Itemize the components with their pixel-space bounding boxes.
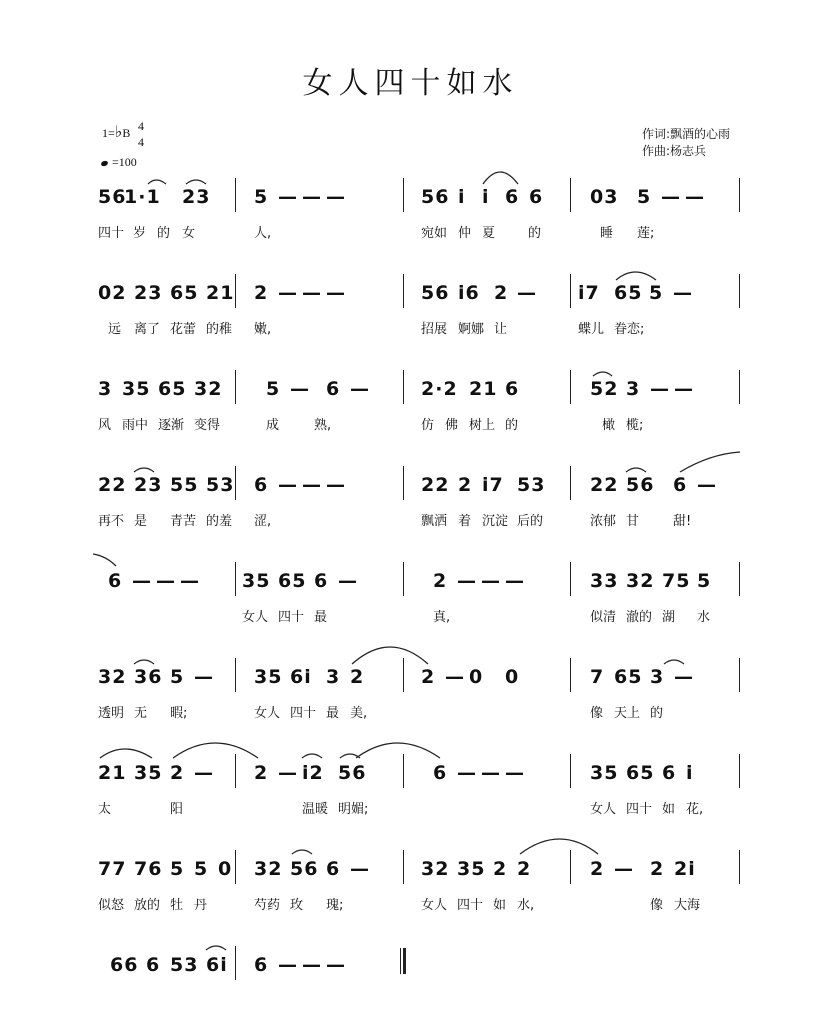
note: 6 — [254, 954, 269, 976]
note: 65 — [158, 378, 187, 400]
lyric: 湖 — [662, 610, 676, 625]
score-row — [0, 754, 821, 834]
lyric: 蝶儿 — [578, 322, 605, 337]
lyric: 花蕾 — [170, 322, 197, 337]
dash: — — [302, 186, 321, 208]
lyric: 无 — [134, 706, 148, 721]
barline — [570, 562, 571, 596]
barline — [403, 178, 404, 212]
dash: — — [302, 474, 321, 496]
lyric: 似清 — [590, 610, 617, 625]
barline — [235, 946, 236, 980]
lyric: 大海 — [674, 898, 701, 913]
note: 56 — [290, 858, 319, 880]
note: 65 — [614, 666, 643, 688]
note: 6 — [433, 762, 448, 784]
lyric: 美, — [350, 706, 368, 721]
lyric: 像 — [590, 706, 604, 721]
barline — [739, 562, 740, 596]
barline — [570, 274, 571, 308]
dash: — — [338, 570, 357, 592]
barline — [403, 274, 404, 308]
lyric: 涩, — [254, 514, 272, 529]
quarter-note-icon — [100, 160, 108, 167]
barline — [570, 658, 571, 692]
barline — [739, 850, 740, 884]
lyric: 眷恋; — [614, 322, 645, 337]
score-row — [0, 850, 821, 930]
lyric: 甘 — [626, 514, 640, 529]
note: 23 — [134, 474, 163, 496]
barline — [739, 178, 740, 212]
lyric: 四十 — [626, 802, 653, 817]
barline — [570, 370, 571, 404]
lyric: 似怒 — [98, 898, 125, 913]
lyric: 熟, — [314, 418, 332, 433]
lyric: 让 — [494, 322, 508, 337]
note: 32 — [421, 858, 450, 880]
barline — [403, 370, 404, 404]
note: 35 — [242, 570, 271, 592]
note: 56 — [338, 762, 367, 784]
note: 32 — [98, 666, 127, 688]
note: 23 — [134, 282, 163, 304]
dash: — — [674, 378, 693, 400]
note: 22 — [98, 474, 127, 496]
lyric: 暇; — [170, 706, 188, 721]
lyric: 的 — [650, 706, 664, 721]
lyric: 的 — [528, 226, 542, 241]
barline — [403, 658, 404, 692]
note: 35 — [590, 762, 619, 784]
lyric: 如 — [662, 802, 676, 817]
lyric: 花, — [686, 802, 704, 817]
note: 7 — [590, 666, 605, 688]
note: 53 — [206, 474, 235, 496]
dash: — — [481, 570, 500, 592]
lyric: 女人 — [242, 610, 269, 625]
time-signature: 4 4 — [138, 119, 144, 149]
lyric: 太 — [98, 802, 112, 817]
note: 65 — [170, 282, 199, 304]
barline — [739, 754, 740, 788]
note: 65 — [626, 762, 655, 784]
note: 52 — [590, 378, 619, 400]
lyric: 的 — [157, 226, 171, 241]
dash: — — [326, 186, 345, 208]
barline — [739, 274, 740, 308]
note: i2 — [302, 762, 324, 784]
lyric: 像 — [650, 898, 664, 913]
note: 3 — [626, 378, 641, 400]
lyric: 飘洒 — [421, 514, 448, 529]
lyric: 如 — [493, 898, 507, 913]
lyric: 婀娜 — [458, 322, 485, 337]
dash: — — [350, 858, 369, 880]
dash: — — [194, 762, 213, 784]
lyric: 雨中 — [122, 418, 149, 433]
note: 6 — [314, 570, 329, 592]
note: 21 — [98, 762, 127, 784]
score-row — [0, 946, 821, 1026]
tempo-marking: =100 — [101, 155, 137, 170]
barline — [235, 562, 236, 596]
dash: — — [614, 858, 633, 880]
dash: — — [326, 474, 345, 496]
score-row — [0, 274, 821, 354]
barline — [570, 754, 571, 788]
barline — [403, 850, 404, 884]
lyric: 青苦 — [170, 514, 197, 529]
barline — [235, 754, 236, 788]
barline — [403, 754, 404, 788]
note: 5 — [649, 282, 664, 304]
dash: — — [650, 378, 669, 400]
note: i — [482, 186, 490, 208]
note: 5 — [254, 186, 269, 208]
note: 32 — [194, 378, 223, 400]
note: 6i — [206, 954, 228, 976]
note: 36 — [134, 666, 163, 688]
lyric: 的 — [505, 418, 519, 433]
note: 5 — [637, 186, 652, 208]
lyric: 四十 — [290, 706, 317, 721]
dash: — — [156, 570, 175, 592]
dash: — — [180, 570, 199, 592]
lyric: 风 — [98, 418, 112, 433]
lyric: 澈的 — [626, 610, 653, 625]
dash: — — [278, 954, 297, 976]
lyric: 招展 — [421, 322, 448, 337]
lyric: 水 — [697, 610, 711, 625]
lyric: 树上 — [469, 418, 496, 433]
note: i6 — [458, 282, 480, 304]
barline — [235, 466, 236, 500]
note: 35 — [122, 378, 151, 400]
dash: — — [674, 666, 693, 688]
final-barline-thin — [400, 948, 401, 974]
dash: — — [685, 186, 704, 208]
note: 3 — [326, 666, 341, 688]
note: 33 — [590, 570, 619, 592]
note: 35 — [134, 762, 163, 784]
note: 6 — [326, 858, 341, 880]
note: 56 — [421, 186, 450, 208]
lyric: 浓郁 — [590, 514, 617, 529]
lyric: 逐渐 — [158, 418, 185, 433]
lyric: 透明 — [98, 706, 125, 721]
barline — [403, 466, 404, 500]
dash: — — [481, 762, 500, 784]
lyric: 甜! — [673, 514, 692, 529]
note: 6 — [505, 186, 520, 208]
note: 2 — [650, 858, 665, 880]
score-row — [0, 370, 821, 450]
note: 0 — [469, 666, 484, 688]
score-row — [0, 562, 821, 642]
lyric: 四十 — [98, 226, 125, 241]
barline — [235, 274, 236, 308]
barline — [403, 562, 404, 596]
lyric: 仿 — [421, 418, 435, 433]
barline — [739, 370, 740, 404]
dash: — — [350, 378, 369, 400]
barline — [739, 658, 740, 692]
dash: — — [278, 282, 297, 304]
dash: — — [278, 186, 297, 208]
score-row — [0, 658, 821, 738]
dash: — — [661, 186, 680, 208]
lyric: 明媚; — [338, 802, 369, 817]
barline — [235, 178, 236, 212]
dash: — — [445, 666, 464, 688]
lyric: 后的 — [517, 514, 544, 529]
key-signature: 1=♭B — [102, 124, 131, 141]
lyric: 女 — [182, 226, 196, 241]
lyric: 榄; — [626, 418, 644, 433]
note: 2 — [517, 858, 532, 880]
score-row — [0, 466, 821, 546]
lyric: 佛 — [445, 418, 459, 433]
barline — [570, 466, 571, 500]
note: 2 — [590, 858, 605, 880]
lyric: 四十 — [278, 610, 305, 625]
barline — [570, 850, 571, 884]
dash: — — [517, 282, 536, 304]
note: 65 — [278, 570, 307, 592]
dash: — — [326, 954, 345, 976]
note: 2 — [350, 666, 365, 688]
note: 55 — [170, 474, 199, 496]
note: 2 — [254, 282, 269, 304]
note: 35 — [457, 858, 486, 880]
note: 65 — [614, 282, 643, 304]
lyric: 瑰; — [326, 898, 344, 913]
lyric: 温暖 — [302, 802, 329, 817]
lyric: 的羞 — [206, 514, 233, 529]
note: 35 — [254, 666, 283, 688]
note: i — [458, 186, 466, 208]
dash: — — [194, 666, 213, 688]
note: 0 — [218, 858, 233, 880]
lyric: 丹 — [194, 898, 208, 913]
note: 6 — [505, 378, 520, 400]
dash: — — [697, 474, 716, 496]
lyric: 成 — [266, 418, 280, 433]
lyric: 最 — [314, 610, 328, 625]
dash: — — [505, 762, 524, 784]
note: 2 — [421, 666, 436, 688]
dash: — — [326, 282, 345, 304]
note: 21 — [469, 378, 498, 400]
lyric: 睡 — [600, 226, 614, 241]
lyric: 岁 — [133, 226, 147, 241]
note: 5 — [194, 858, 209, 880]
lyric: 女人 — [254, 706, 281, 721]
lyric: 真, — [433, 610, 451, 625]
note: 2 — [493, 858, 508, 880]
note: 66 — [110, 954, 139, 976]
note: 6 — [326, 378, 341, 400]
note: 6 — [673, 474, 688, 496]
lyric: 仲 — [458, 226, 472, 241]
note: 76 — [134, 858, 163, 880]
lyric: 天上 — [614, 706, 641, 721]
score-row — [0, 178, 821, 258]
barline — [235, 370, 236, 404]
lyric: 沉淀 — [482, 514, 509, 529]
note: 6 — [529, 186, 544, 208]
lyric: 变得 — [194, 418, 221, 433]
note: 5 — [170, 666, 185, 688]
dash: — — [505, 570, 524, 592]
note: 2 — [494, 282, 509, 304]
composer: 作曲:杨志兵 — [642, 144, 707, 158]
lyricist: 作词:飘酒的心雨 — [642, 127, 731, 141]
lyric: 夏 — [482, 226, 496, 241]
note: 2·2 — [421, 378, 458, 400]
note: 75 — [662, 570, 691, 592]
lyric: 阳 — [170, 802, 184, 817]
note: 2 — [458, 474, 473, 496]
lyric: 女人 — [590, 802, 617, 817]
note: 2 — [254, 762, 269, 784]
dash: — — [302, 282, 321, 304]
note: 21 — [206, 282, 235, 304]
lyric: 远 — [108, 322, 122, 337]
note: 5 — [697, 570, 712, 592]
lyric: 再不 — [98, 514, 125, 529]
note: 23 — [182, 186, 211, 208]
dash: — — [302, 954, 321, 976]
note: 77 — [98, 858, 127, 880]
barline — [235, 658, 236, 692]
lyric: 橄 — [602, 418, 616, 433]
barline — [570, 178, 571, 212]
note: 22 — [590, 474, 619, 496]
note: i — [686, 762, 694, 784]
note: 53 — [170, 954, 199, 976]
note: 2i — [674, 858, 696, 880]
note: 6 — [146, 954, 161, 976]
note: 6 — [254, 474, 269, 496]
credits — [642, 126, 730, 160]
note: 56 — [626, 474, 655, 496]
lyric: 离了 — [134, 322, 161, 337]
lyric: 牡 — [170, 898, 184, 913]
note: 03 — [590, 186, 619, 208]
lyric: 四十 — [457, 898, 484, 913]
note: 6 — [662, 762, 677, 784]
note: 5 — [266, 378, 281, 400]
song-title: 女人四十如水 — [302, 66, 519, 101]
lyric: 人, — [254, 226, 272, 241]
dash: — — [278, 474, 297, 496]
lyric: 莲; — [637, 226, 655, 241]
note: 56 — [421, 282, 450, 304]
lyric: 着 — [458, 514, 472, 529]
note: 3 — [98, 378, 113, 400]
note: 53 — [517, 474, 546, 496]
note: 0 — [505, 666, 520, 688]
dash: — — [457, 762, 476, 784]
dash: — — [132, 570, 151, 592]
dash: — — [673, 282, 692, 304]
lyric: 最 — [326, 706, 340, 721]
lyric: 嫩, — [254, 322, 272, 337]
lyric: 放的 — [134, 898, 161, 913]
note: 32 — [626, 570, 655, 592]
lyric: 芍药 — [254, 898, 281, 913]
dash: — — [290, 378, 309, 400]
note: 56 — [98, 186, 127, 208]
lyric: 的稚 — [206, 322, 233, 337]
note: 2 — [170, 762, 185, 784]
note: 3 — [650, 666, 665, 688]
dash: — — [278, 762, 297, 784]
note: 32 — [254, 858, 283, 880]
note: 22 — [421, 474, 450, 496]
note: 02 — [98, 282, 127, 304]
lyric: 是 — [134, 514, 148, 529]
note: 6i — [290, 666, 312, 688]
lyric: 水, — [517, 898, 535, 913]
note: 5 — [170, 858, 185, 880]
note: 2 — [433, 570, 448, 592]
final-barline-thick — [403, 948, 406, 974]
note: i7 — [578, 282, 600, 304]
dash: — — [457, 570, 476, 592]
lyric: 宛如 — [421, 226, 448, 241]
note: i7 — [482, 474, 504, 496]
note: 1·1 — [124, 186, 161, 208]
barline — [235, 850, 236, 884]
lyric: 女人 — [421, 898, 448, 913]
lyric: 玫 — [290, 898, 304, 913]
note: 6 — [108, 570, 123, 592]
